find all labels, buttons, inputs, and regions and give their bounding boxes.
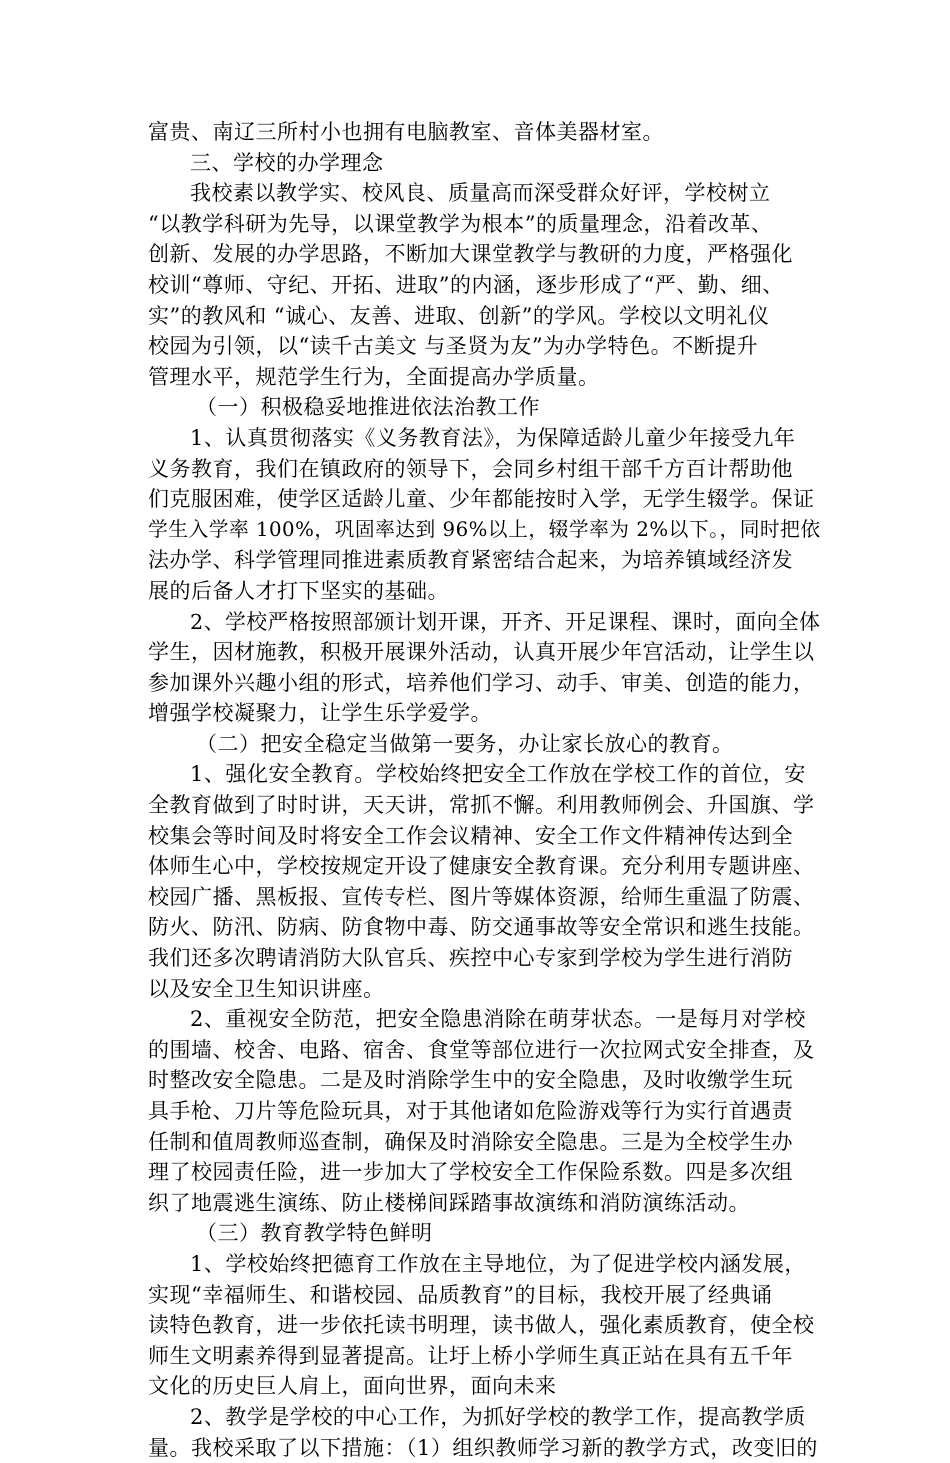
- text-line: 任制和值周教师巡查制，确保及时消除安全隐患。三是为全校学生办: [148, 1129, 793, 1154]
- text-line: 三、学校的办学理念: [190, 150, 384, 175]
- text-line: 管理水平，规范学生行为，全面提高办学质量。: [148, 364, 600, 389]
- text-line: 创新、发展的办学思路，不断加大课堂教学与教研的力度，严格强化: [148, 242, 793, 267]
- text-line: 1、学校始终把德育工作放在主导地位，为了促进学校内涵发展，: [190, 1251, 806, 1276]
- text-line: “以教学科研为先导，以课堂教学为根本”的质量理念，沿着改革、: [148, 211, 773, 236]
- text-line: 富贵、南辽三所村小也拥有电脑教室、音体美器材室。: [148, 120, 664, 144]
- text-line: 体师生心中，学校按规定开设了健康安全教育课。充分利用专题讲座、: [148, 854, 815, 879]
- text-line: 参加课外兴趣小组的形式，培养他们学习、动手、审美、创造的能力，: [148, 670, 815, 695]
- text-line: 具手枪、刀片等危险玩具，对于其他诸如危险游戏等行为实行首遇责: [148, 1099, 793, 1123]
- text-line: 的围墙、校舍、电路、宿舍、食堂等部位进行一次拉网式安全排查，及: [148, 1037, 815, 1062]
- text-line: 文化的历史巨人肩上，面向世界，面向未来: [148, 1374, 557, 1399]
- text-line: 法办学、科学管理同推进素质教育紧密结合起来，为培养镇域经济发: [148, 548, 793, 573]
- text-line: 增强学校凝聚力，让学生乐学爱学。: [148, 701, 492, 726]
- text-line: （三）教育教学特色鲜明: [196, 1221, 433, 1246]
- text-line: 1、强化安全教育。学校始终把安全工作放在学校工作的首位，安: [190, 762, 806, 787]
- text-line: 展的后备人才打下坚实的基础。: [148, 578, 449, 603]
- text-line: 校园为引领，以“读千古美文 与圣贤为友”为办学特色。不断提升: [148, 334, 759, 359]
- text-line: 量。我校采取了以下措施：（1）组织教师学习新的教学方式，改变旧的: [148, 1435, 818, 1460]
- text-line: 读特色教育，进一步依托读书明理，读书做人，强化素质教育，使全校: [148, 1313, 815, 1338]
- text-line: 防火、防汛、防病、防食物中毒、防交通事故等安全常识和逃生技能。: [148, 915, 815, 940]
- text-line: 我校素以教学实、校风良、质量高而深受群众好评，学校树立: [190, 181, 771, 206]
- text-line: 1、认真贯彻落实《义务教育法》，为保障适龄儿童少年接受九年: [190, 425, 796, 450]
- text-line: 校训“尊师、守纪、开拓、进取”的内涵，逐步形成了“严、勤、细、: [148, 272, 784, 297]
- text-line: 2、学校严格按照部颁计划开课，开齐、开足课程、课时，面向全体: [190, 609, 821, 634]
- text-line: 校集会等时间及时将安全工作会议精神、安全工作文件精神传达到全: [148, 823, 793, 848]
- text-line: 学生，因材施教，积极开展课外活动，认真开展少年宫活动，让学生以: [148, 640, 815, 665]
- text-line: 织了地震逃生演练、防止楼梯间踩踏事故演练和消防演练活动。: [148, 1190, 750, 1215]
- text-line: 们克服困难，使学区适龄儿童、少年都能按时入学，无学生辍学。保证: [148, 487, 815, 512]
- text-line: 2、重视安全防范，把安全隐患消除在萌芽状态。一是每月对学校: [190, 1007, 806, 1032]
- text-line: 时整改安全隐患。二是及时消除学生中的安全隐患，及时收缴学生玩: [148, 1068, 793, 1093]
- text-line: 师生文明素养得到显著提高。让圩上桥小学师生真正站在具有五千年: [148, 1343, 793, 1368]
- text-line: 义务教育，我们在镇政府的领导下，会同乡村组干部千方百计帮助他: [148, 456, 793, 481]
- text-line: （二）把安全稳定当做第一要务，办让家长放心的教育。: [196, 731, 734, 756]
- text-line: 以及安全卫生知识讲座。: [148, 976, 385, 1001]
- text-line: 学生入学率 100%，巩固率达到 96%以上，辍学率为 2%以下。，同时把依: [148, 517, 821, 541]
- text-line: 全教育做到了时时讲，天天讲，常抓不懈。利用教师例会、升国旗、学: [148, 793, 815, 818]
- text-line: 实现“幸福师生、和谐校园、品质教育”的目标，我校开展了经典诵: [148, 1282, 773, 1307]
- text-line: （一）积极稳妥地推进依法治教工作: [196, 395, 540, 420]
- text-line: 我们还多次聘请消防大队官兵、疾控中心专家到学校为学生进行消防: [148, 946, 793, 971]
- text-line: 实”的教风和 “诚心、友善、进取、创新”的学风。学校以文明礼仪: [148, 303, 770, 328]
- text-line: 2、教学是学校的中心工作，为抓好学校的教学工作，提高教学质: [190, 1404, 806, 1429]
- text-line: 校园广播、黑板报、宣传专栏、图片等媒体资源，给师生重温了防震、: [148, 884, 815, 909]
- text-line: 理了校园责任险，进一步加大了学校安全工作保险系数。四是多次组: [148, 1160, 793, 1185]
- body-text: [148, 117, 820, 1463]
